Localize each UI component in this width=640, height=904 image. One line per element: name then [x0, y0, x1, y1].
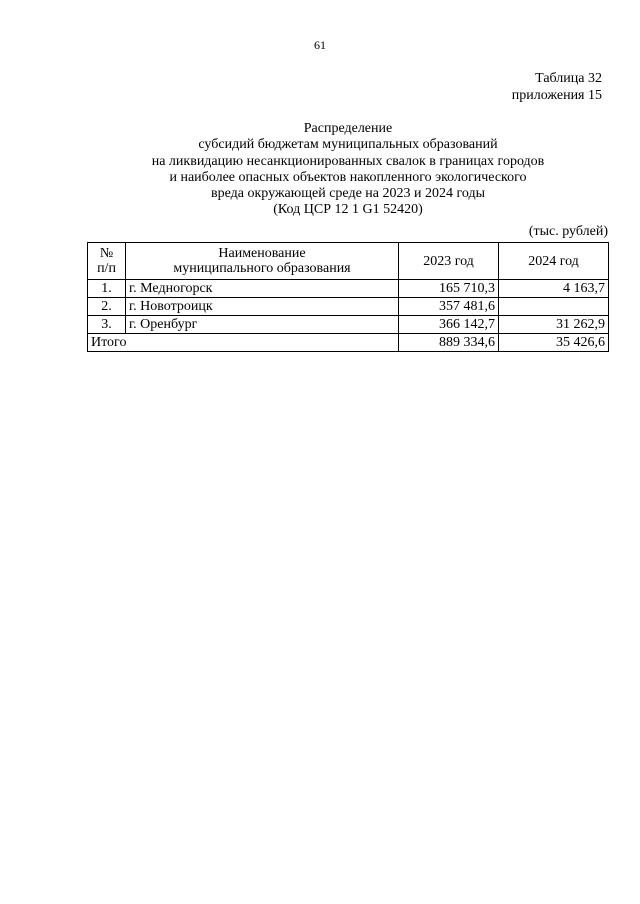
table-total-row — [88, 334, 609, 352]
row-value-2023: 165 710,3 — [399, 280, 499, 298]
table-row — [88, 316, 609, 334]
document-heading — [0, 121, 640, 219]
row-number: 2. — [88, 298, 126, 316]
subsidy-table — [87, 242, 609, 352]
heading-line-3: на ликвидацию несанкционированных свалок в границах городов — [151, 153, 545, 169]
header-year-2023: 2023 год — [399, 243, 499, 280]
total-label: Итого — [88, 334, 399, 352]
row-value-2023: 357 481,6 — [399, 298, 499, 316]
heading-line-6: (Код ЦСР 12 1 G1 52420) — [273, 202, 423, 218]
page-number: 61 — [314, 38, 326, 52]
header-year-2024: 2024 год — [499, 243, 609, 280]
row-value-2024 — [499, 298, 609, 316]
row-name: г. Новотроицк — [126, 298, 399, 316]
table-header-row — [88, 243, 609, 280]
header-number — [88, 243, 126, 280]
header-name-line-2: муниципального образования — [173, 261, 351, 276]
row-value-2024: 31 262,9 — [499, 316, 609, 334]
heading-line-1: Распределение — [303, 121, 393, 136]
header-name-line-1: Наименование — [218, 246, 306, 261]
row-value-2024: 4 163,7 — [499, 280, 609, 298]
row-number: 1. — [88, 280, 126, 298]
heading-line-5: вреда окружающей среде на 2023 и 2024 годы — [210, 186, 486, 202]
total-value-2024: 35 426,6 — [499, 334, 609, 352]
header-name — [126, 243, 399, 280]
units-note: (тыс. рублей) — [528, 224, 608, 239]
total-value-2023: 889 334,6 — [399, 334, 499, 352]
header-number-line-1: № — [99, 246, 114, 261]
row-number: 3. — [88, 316, 126, 334]
table-reference-line-1: Таблица 32 — [535, 71, 602, 86]
header-number-line-2: п/п — [97, 261, 116, 276]
table-row — [88, 280, 609, 298]
table-reference — [512, 70, 602, 104]
row-name: г. Оренбург — [126, 316, 399, 334]
row-name: г. Медногорск — [126, 280, 399, 298]
table-row — [88, 298, 609, 316]
table-reference-line-2: приложения 15 — [511, 88, 602, 103]
heading-line-4: и наиболее опасных объектов накопленного экологического — [169, 169, 527, 185]
row-value-2023: 366 142,7 — [399, 316, 499, 334]
heading-line-2: субсидий бюджетам муниципальных образований — [198, 137, 498, 153]
